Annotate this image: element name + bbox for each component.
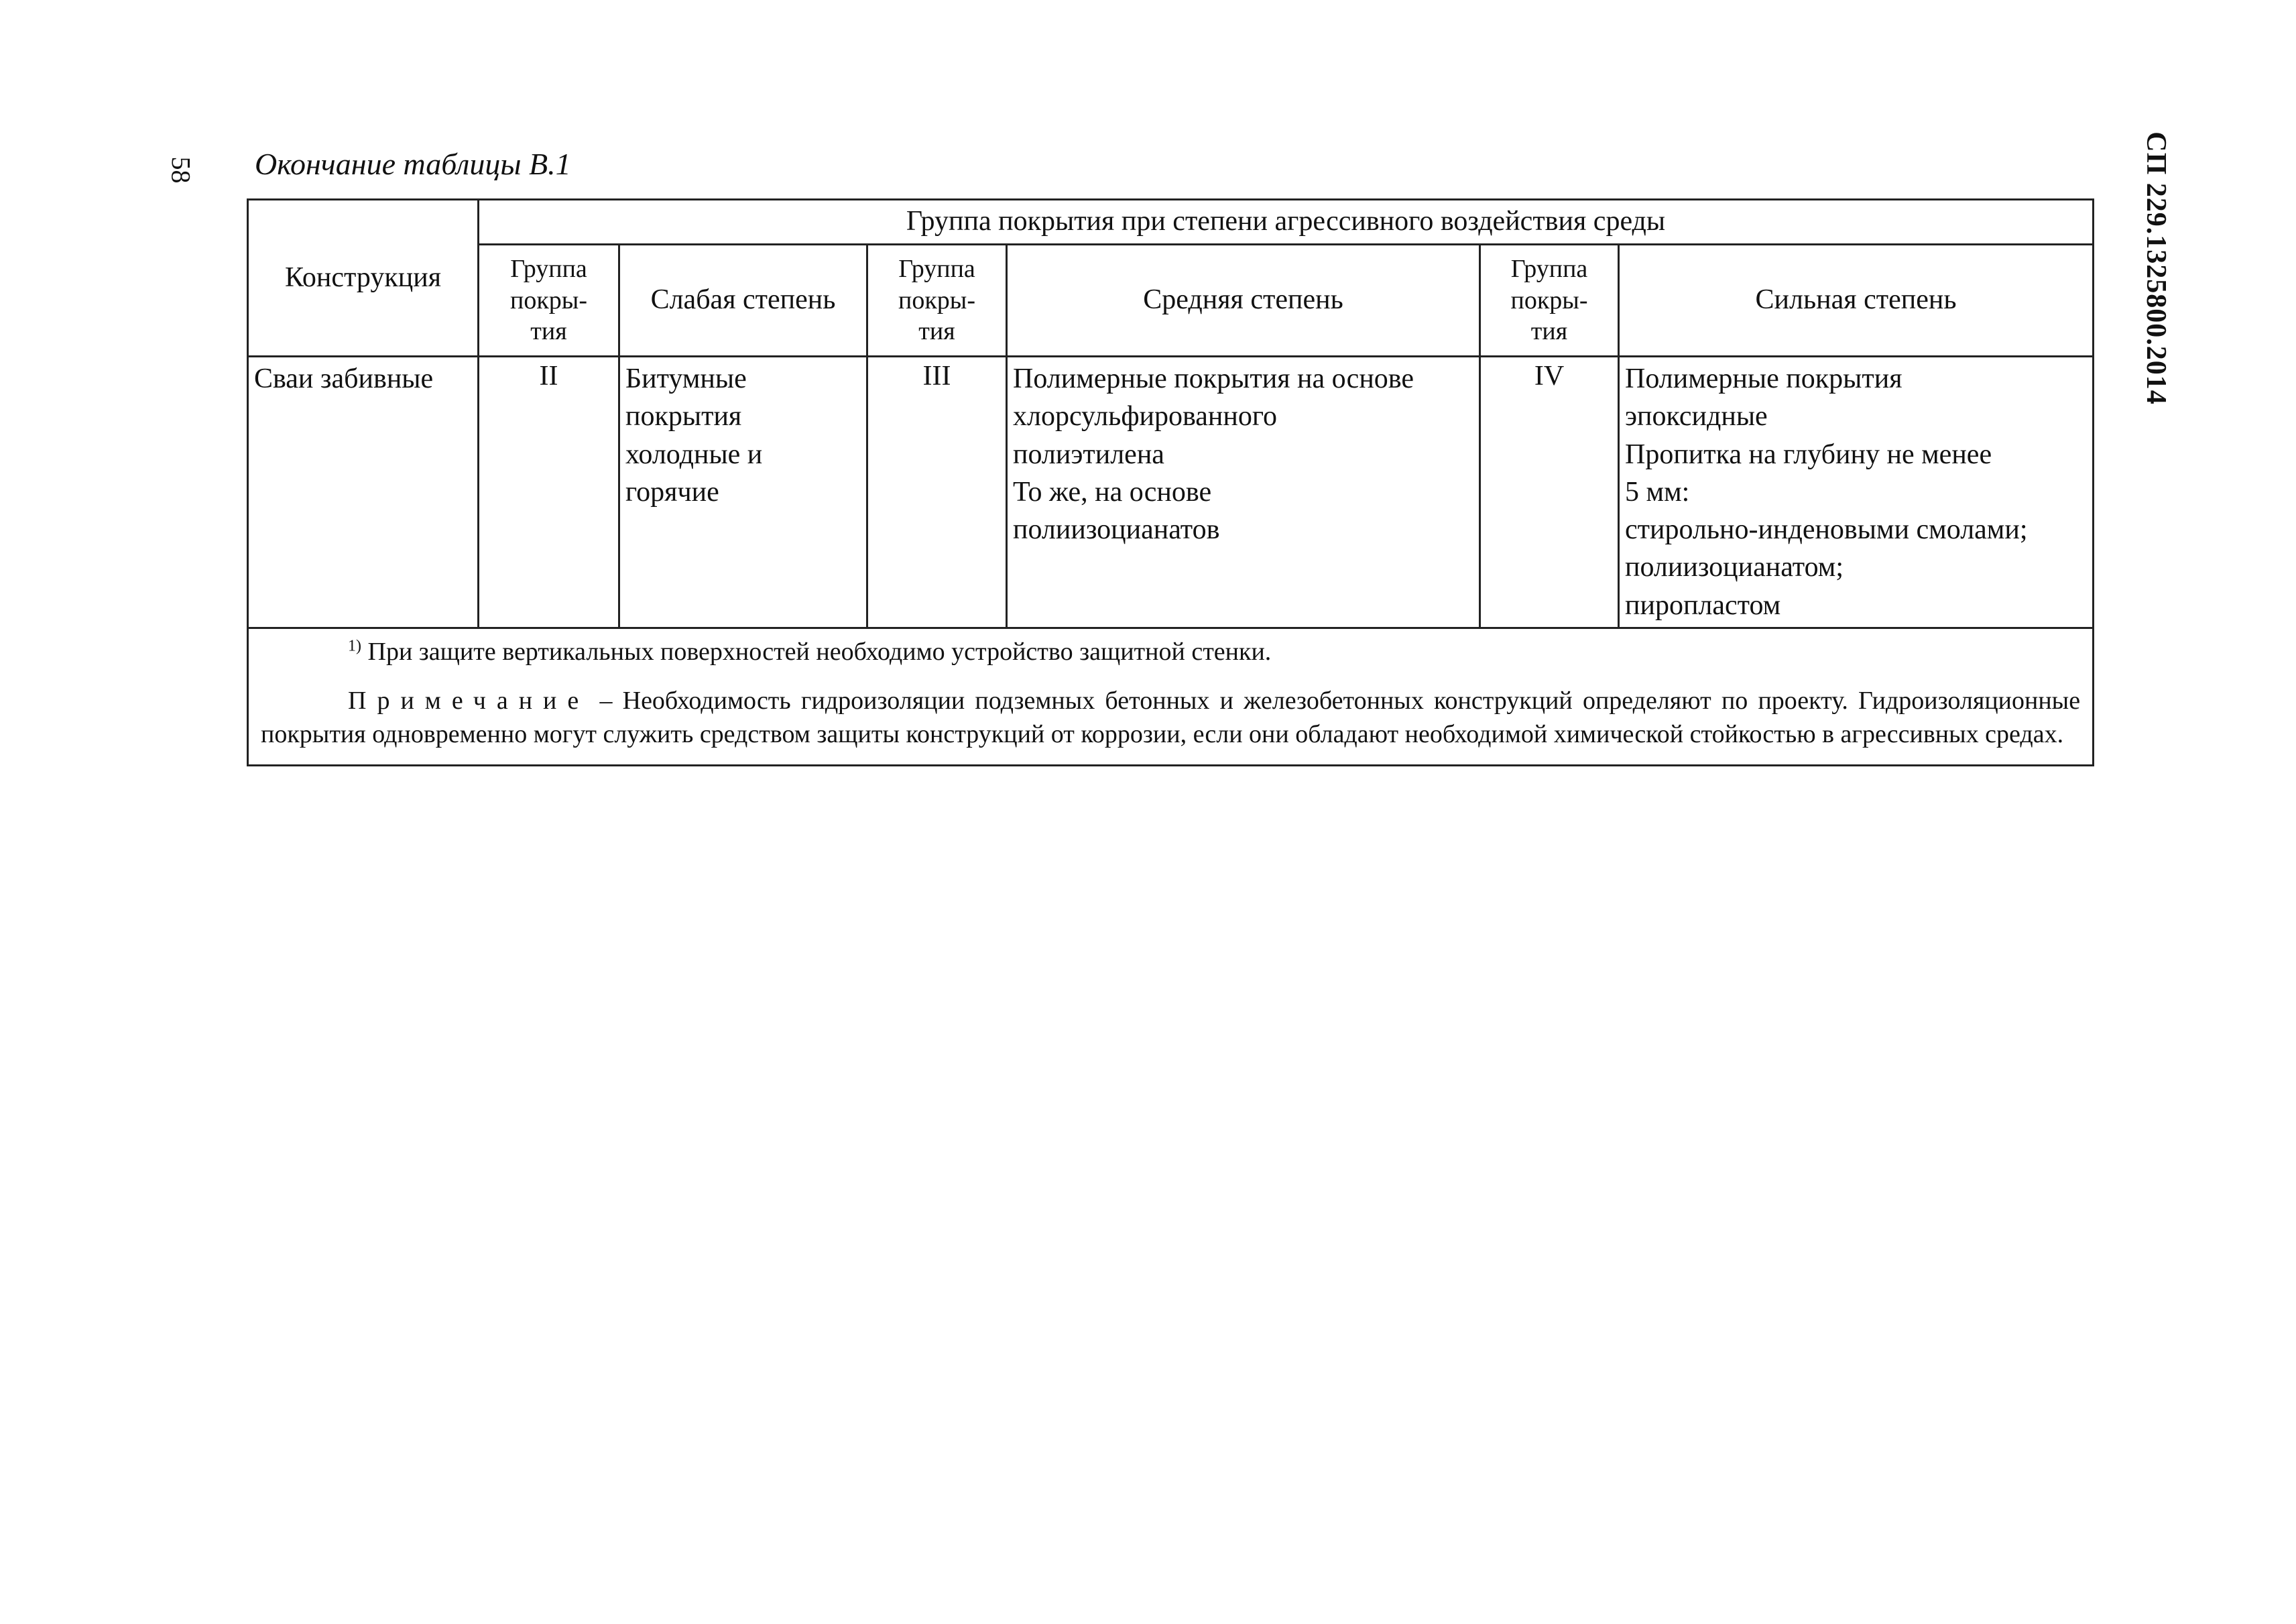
cell-medium: Полимерные покрытия на основе хлорсульфированного полиэтилена То же, на основе полиизоцианатов [1007, 357, 1480, 628]
footnote-text: При защите вертикальных поверхностей необходимо устройство защитной стенки. [367, 637, 1272, 666]
header-construction: Конструкция [248, 200, 479, 357]
header-group-weak: Группа покры- тия [479, 245, 619, 357]
note-dash: – [589, 687, 623, 715]
cell-group-strong: IV [1480, 357, 1619, 628]
note [261, 685, 2080, 751]
footnote-marker: 1) [348, 637, 361, 655]
note-label: Примечание [348, 687, 590, 715]
table-row [248, 357, 2094, 628]
cell-weak: Битумные покрытия холодные и горячие [619, 357, 867, 628]
notes-cell [248, 628, 2094, 765]
page-number: 58 [166, 156, 196, 184]
footnote [261, 636, 2080, 669]
cell-strong: Полимерные покрытия эпоксидные Пропитка на глубину не менее 5 мм: стирольно-инденовыми смолами; полиизоцианатом; пиропластом [1619, 357, 2094, 628]
header-group-medium: Группа покры- тия [867, 245, 1007, 357]
coating-table [247, 198, 2094, 766]
standard-code: СП 229.1325800.2014 [2140, 131, 2171, 405]
header-weak: Слабая степень [619, 245, 867, 357]
table-header-row-1 [248, 200, 2094, 245]
header-group-strong: Группа покры- тия [1480, 245, 1619, 357]
notes-row [248, 628, 2094, 765]
header-group-span: Группа покрытия при степени агрессивного воздействия среды [479, 200, 2094, 245]
cell-group-weak: II [479, 357, 619, 628]
cell-construction: Сваи забивные [248, 357, 479, 628]
table-caption: Окончание таблицы В.1 [255, 147, 571, 181]
header-medium: Средняя степень [1007, 245, 1480, 357]
cell-group-medium: III [867, 357, 1007, 628]
header-strong: Сильная степень [1619, 245, 2094, 357]
table-header-row-2 [248, 245, 2094, 357]
note-text: Необходимость гидроизоляции подземных бетонных и железобетонных конструкций определяют по проекту. Гидроизоляционные покрытия одновременно могут служить средством защиты конструкций от коррозии, если они обладают необходимой химической стойкостью в агрессивных средах. [261, 687, 2081, 748]
